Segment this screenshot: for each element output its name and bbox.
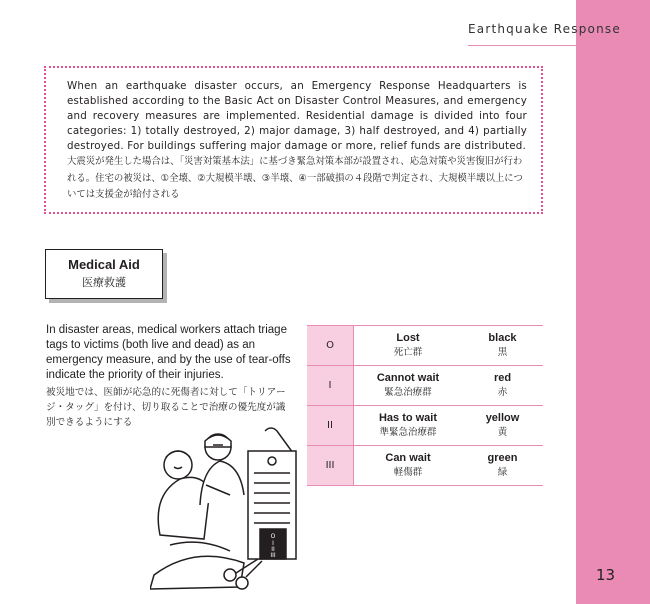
- page-number: 13: [596, 566, 616, 584]
- triage-color-japanese: 黒: [497, 346, 508, 358]
- doctor-figure: [200, 434, 244, 505]
- triage-row: [307, 406, 543, 446]
- triage-category-cell: [354, 406, 463, 446]
- body-japanese-text: 被災地では、医師が応急的に死傷者に対して「トリアージ・タッグ」を付け、切り取ることで治療の優先度が識別できるようにする: [46, 387, 286, 428]
- triage-row: [307, 366, 543, 406]
- triage-category-english: Lost: [396, 331, 420, 344]
- triage-category-english: Cannot wait: [376, 371, 440, 384]
- triage-category-japanese: 軽傷群: [393, 466, 423, 478]
- triage-level: O: [307, 326, 354, 366]
- intro-english-text: When an earthquake disaster occurs, an Emergency Response Headquarters is established according to the Basic Act on Disaster Control Measures, and emergency and recovery measures are implemented. Residential damage is divided into four categories: 1) totally destroyed, 2) major damage, 3) half destroyed, and 4) partially destroyed. For buildings suffering major damage or more, relief funds are distributed.: [67, 80, 527, 152]
- triage-level: II: [307, 406, 354, 446]
- triage-category-japanese: 死亡群: [393, 346, 423, 358]
- section-title-japanese: 医療救護: [82, 276, 126, 289]
- triage-category-cell: [354, 326, 463, 366]
- tag-level-label: II: [271, 546, 275, 553]
- triage-level: III: [307, 446, 354, 486]
- section-title-english: Medical Aid: [68, 257, 140, 272]
- triage-table: [307, 325, 543, 486]
- triage-color-cell: [462, 406, 543, 446]
- triage-tag: [248, 428, 296, 559]
- triage-color-japanese: 緑: [497, 466, 508, 478]
- body-english-text: In disaster areas, medical workers attach triage tags to victims (both live and dead) as an emergency measure, and by the use of tear-offs indicate the priority of their injuries.: [46, 324, 291, 381]
- triage-level: I: [307, 366, 354, 406]
- intro-japanese-text: 大震災が発生した場合は、「災害対策基本法」に基づき緊急対策本部が設置され、応急対策や災害復旧が行われる。住宅の被災は、①全壊、②大規模半壊、③半壊、④一部破損の４段階で判定され、大規模半壊以上については支援金が給付される: [67, 156, 523, 200]
- tag-level-label: III: [270, 552, 276, 559]
- triage-illustration: [150, 425, 310, 590]
- triage-color-english: black: [488, 331, 517, 344]
- triage-color-cell: [462, 366, 543, 406]
- triage-category-japanese: 緊急治療群: [384, 386, 432, 398]
- header-rule: [468, 45, 576, 46]
- triage-color-english: green: [487, 451, 518, 464]
- triage-row: [307, 446, 543, 486]
- triage-color-japanese: 黄: [497, 426, 508, 438]
- section-heading-box: [45, 249, 163, 299]
- triage-category-english: Has to wait: [378, 411, 438, 424]
- intro-box: [44, 66, 543, 214]
- triage-category-english: Can wait: [385, 451, 431, 464]
- triage-color-cell: [462, 326, 543, 366]
- triage-color-cell: [462, 446, 543, 486]
- triage-category-japanese: 準緊急治療群: [379, 426, 437, 438]
- triage-color-english: red: [493, 371, 512, 384]
- triage-color-japanese: 赤: [497, 386, 508, 398]
- triage-row: [307, 326, 543, 366]
- triage-category-cell: [354, 366, 463, 406]
- side-color-strip: [576, 0, 650, 604]
- tag-level-label: I: [272, 540, 274, 547]
- header-title: Earthquake Response: [468, 22, 621, 36]
- triage-color-english: yellow: [485, 411, 520, 424]
- triage-category-cell: [354, 446, 463, 486]
- tag-level-label: O: [270, 533, 276, 540]
